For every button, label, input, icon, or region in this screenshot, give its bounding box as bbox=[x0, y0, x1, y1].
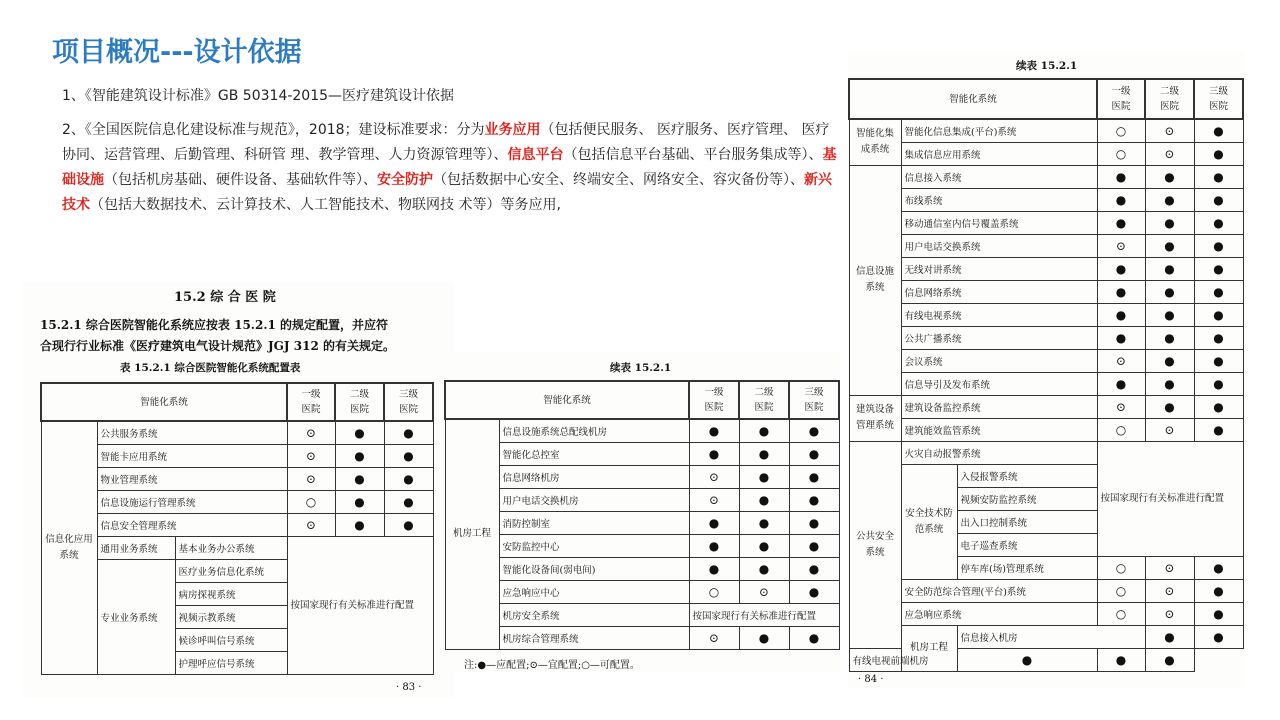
table-row bbox=[445, 488, 839, 511]
system-name: 电子巡查系统 bbox=[957, 533, 1097, 556]
config-mark: ⊙ bbox=[1145, 556, 1194, 579]
config-mark: ● bbox=[1194, 303, 1243, 326]
system-name: 智能化设备间(弱电间) bbox=[499, 557, 689, 580]
config-mark: ⊙ bbox=[739, 580, 789, 603]
table-caption: 续表 15.2.1 bbox=[1016, 60, 1078, 72]
config-mark: ● bbox=[1194, 211, 1243, 234]
config-table-a bbox=[40, 382, 434, 675]
config-mark: ● bbox=[789, 626, 839, 649]
table-caption: 续表 15.2.1 bbox=[610, 362, 672, 374]
system-name: 消防控制室 bbox=[499, 511, 689, 534]
merged-config-note: 按国家现行有关标准进行配置 bbox=[287, 536, 433, 674]
config-mark: ○ bbox=[1097, 142, 1145, 165]
table-row bbox=[41, 490, 433, 513]
config-mark: ● bbox=[739, 488, 789, 511]
subgroup-label: 通用业务系统 bbox=[97, 536, 175, 559]
highlight-term: 信息平台 bbox=[507, 147, 564, 163]
system-name: 应急响应系统 bbox=[901, 602, 1097, 625]
subgroup-label: 专业业务系统 bbox=[97, 559, 175, 674]
highlight-term: 新兴技术 bbox=[62, 172, 832, 213]
level-header: 三级 医院 bbox=[789, 381, 839, 419]
config-mark: ● bbox=[1194, 188, 1243, 211]
config-mark: ● bbox=[789, 419, 839, 442]
config-mark: ⊙ bbox=[1097, 349, 1145, 372]
config-mark: ● bbox=[1194, 349, 1243, 372]
system-name: 智能化信息集成(平台)系统 bbox=[901, 119, 1097, 142]
config-mark: ● bbox=[689, 419, 739, 442]
config-mark: ● bbox=[789, 511, 839, 534]
config-mark: ● bbox=[335, 490, 384, 513]
config-mark: ⊙ bbox=[1097, 395, 1145, 418]
config-mark: ⊙ bbox=[689, 626, 739, 649]
table-row bbox=[849, 395, 1243, 418]
table-row bbox=[849, 119, 1243, 142]
system-name: 有线电视系统 bbox=[901, 303, 1097, 326]
config-mark: ● bbox=[789, 534, 839, 557]
scan-table-continued-b bbox=[444, 352, 840, 672]
config-mark: ● bbox=[789, 442, 839, 465]
table-row bbox=[445, 419, 839, 442]
table-row bbox=[445, 534, 839, 557]
table-row bbox=[849, 579, 1243, 602]
config-mark: ● bbox=[1194, 556, 1243, 579]
config-mark: ⊙ bbox=[1097, 234, 1145, 257]
config-mark: ● bbox=[335, 467, 384, 490]
config-mark: ● bbox=[1194, 142, 1243, 165]
table-row bbox=[41, 444, 433, 467]
clause-text-line-1: 15.2.1 综合医院智能化系统应按表 15.2.1 的规定配置，并应符 bbox=[40, 318, 389, 332]
config-mark: ● bbox=[789, 488, 839, 511]
config-mark: ● bbox=[1097, 165, 1145, 188]
level-header: 二级 医院 bbox=[1145, 79, 1194, 119]
config-mark: ● bbox=[384, 513, 433, 536]
config-mark: ○ bbox=[1097, 579, 1145, 602]
table-row bbox=[445, 557, 839, 580]
system-name: 信息接入机房 bbox=[957, 625, 1145, 648]
config-mark: ● bbox=[1097, 648, 1145, 671]
system-name: 会议系统 bbox=[901, 349, 1097, 372]
config-mark: ● bbox=[689, 511, 739, 534]
table-row bbox=[849, 602, 1243, 625]
table-row bbox=[849, 142, 1243, 165]
config-mark: ● bbox=[384, 444, 433, 467]
system-name: 基本业务办公系统 bbox=[175, 536, 287, 559]
system-name: 应急响应中心 bbox=[499, 580, 689, 603]
table-row bbox=[849, 441, 1243, 464]
paragraph-text: （包括大数据技术、云计算技术、人工智能技术、物联网技 术等）等务应用, bbox=[90, 197, 561, 213]
table-row bbox=[445, 511, 839, 534]
config-mark: ● bbox=[739, 419, 789, 442]
system-name: 信息导引及发布系统 bbox=[901, 372, 1097, 395]
config-mark: ● bbox=[1194, 280, 1243, 303]
system-name: 信息网络系统 bbox=[901, 280, 1097, 303]
config-mark: ● bbox=[384, 421, 433, 444]
basis-item-1: 1、《智能建筑设计标准》GB 50314-2015—医疗建筑设计依据 bbox=[62, 88, 455, 104]
config-mark: ● bbox=[1097, 326, 1145, 349]
config-mark: ⊙ bbox=[1145, 142, 1194, 165]
config-mark: ● bbox=[1145, 625, 1194, 648]
config-mark: ● bbox=[384, 490, 433, 513]
highlight-term: 业务应用 bbox=[484, 122, 541, 138]
system-name: 护理呼应信号系统 bbox=[175, 651, 287, 674]
config-mark: ⊙ bbox=[1145, 418, 1194, 441]
merged-config-note: 按国家现行有关标准进行配置 bbox=[1097, 441, 1243, 556]
config-mark: ⊙ bbox=[287, 467, 335, 490]
table-row bbox=[849, 349, 1243, 372]
table-row bbox=[41, 467, 433, 490]
config-mark: ● bbox=[1194, 625, 1243, 648]
config-mark: ● bbox=[335, 421, 384, 444]
system-name: 安全防范综合管理(平台)系统 bbox=[901, 579, 1097, 602]
level-header: 一级 医院 bbox=[287, 383, 335, 421]
config-mark: ● bbox=[689, 534, 739, 557]
table-row bbox=[41, 513, 433, 536]
system-name: 用户电话交换系统 bbox=[901, 234, 1097, 257]
clause-text-line-2: 合现行行业标准《医疗建筑电气设计规范》JGJ 312 的有关规定。 bbox=[40, 339, 396, 353]
table-row bbox=[849, 234, 1243, 257]
config-mark: ● bbox=[739, 557, 789, 580]
group-label: 建筑设备管理系统 bbox=[849, 395, 901, 441]
legend-note: 注:●—应配置;⊙—宜配置;○—可配置。 bbox=[464, 660, 640, 671]
config-mark: ● bbox=[739, 442, 789, 465]
config-mark: ⊙ bbox=[1145, 602, 1194, 625]
group-label: 机房工程 bbox=[445, 419, 499, 649]
system-name: 智能卡应用系统 bbox=[97, 444, 287, 467]
table-row bbox=[849, 280, 1243, 303]
config-mark: ○ bbox=[1097, 556, 1145, 579]
table-row bbox=[849, 188, 1243, 211]
table-c-body bbox=[849, 119, 1243, 671]
table-header: 智能化系统 bbox=[41, 383, 287, 421]
table-caption: 表 15.2.1 综合医院智能化系统配置表 bbox=[120, 362, 301, 374]
system-name: 公共服务系统 bbox=[97, 421, 287, 444]
config-mark: ● bbox=[789, 465, 839, 488]
system-name: 集成信息应用系统 bbox=[901, 142, 1097, 165]
config-mark: ● bbox=[1145, 188, 1194, 211]
table-a-body bbox=[41, 421, 433, 674]
system-name: 移动通信室内信号覆盖系统 bbox=[901, 211, 1097, 234]
config-mark: ⊙ bbox=[1145, 579, 1194, 602]
config-mark: ● bbox=[1097, 257, 1145, 280]
basis-item-2 bbox=[62, 118, 837, 218]
table-row bbox=[849, 372, 1243, 395]
system-name: 机房安全系统 bbox=[499, 603, 689, 626]
config-mark: ● bbox=[1145, 280, 1194, 303]
table-row bbox=[849, 257, 1243, 280]
table-row bbox=[849, 648, 1243, 671]
config-mark: ● bbox=[1194, 257, 1243, 280]
config-mark: ○ bbox=[1097, 418, 1145, 441]
level-header: 三级 医院 bbox=[384, 383, 433, 421]
table-row bbox=[445, 442, 839, 465]
table-row bbox=[445, 465, 839, 488]
config-table-c bbox=[848, 78, 1244, 672]
config-mark: ● bbox=[739, 465, 789, 488]
system-name: 视频安防监控系统 bbox=[957, 487, 1097, 510]
config-mark: ● bbox=[1097, 188, 1145, 211]
system-name: 安防监控中心 bbox=[499, 534, 689, 557]
system-name: 建筑能效监管系统 bbox=[901, 418, 1097, 441]
config-mark: ● bbox=[789, 557, 839, 580]
config-mark: ● bbox=[1194, 234, 1243, 257]
config-mark: ● bbox=[1145, 234, 1194, 257]
table-row bbox=[849, 418, 1243, 441]
system-name: 信息设施系统总配线机房 bbox=[499, 419, 689, 442]
system-name: 出入口控制系统 bbox=[957, 510, 1097, 533]
group-label: 信息化应用系统 bbox=[41, 421, 97, 674]
config-mark: ● bbox=[1145, 372, 1194, 395]
system-name: 病房探视系统 bbox=[175, 582, 287, 605]
config-mark: ● bbox=[1194, 372, 1243, 395]
scan-table-page-84 bbox=[848, 52, 1244, 688]
level-header: 一级 医院 bbox=[1097, 79, 1145, 119]
paragraph-text: （包括便民服务、 医疗服务、医疗管理、 医疗协同、运营管理、后勤管理、科研管 理、教学管理、人力资源管理等）、 bbox=[62, 122, 830, 163]
system-name: 入侵报警系统 bbox=[957, 464, 1097, 487]
config-mark: ● bbox=[335, 444, 384, 467]
config-mark: ● bbox=[1194, 119, 1243, 142]
paragraph-text: （包括数据中心安全、终端安全、网络安全、容灾备份等）、 bbox=[433, 172, 804, 188]
system-name: 建筑设备监控系统 bbox=[901, 395, 1097, 418]
table-header: 智能化系统 bbox=[445, 381, 689, 419]
highlight-term: 基础设施 bbox=[62, 147, 837, 188]
table-row bbox=[445, 603, 839, 626]
config-mark: ● bbox=[957, 648, 1097, 671]
config-mark: ● bbox=[1097, 280, 1145, 303]
system-name: 信息设施运行管理系统 bbox=[97, 490, 287, 513]
paragraph-text: 2、《全国医院信息化建设标准与规范》，2018；建设标准要求：分为 bbox=[62, 122, 485, 138]
config-mark: ● bbox=[335, 513, 384, 536]
config-mark: ● bbox=[1145, 326, 1194, 349]
config-mark: ● bbox=[1145, 211, 1194, 234]
config-mark: ⊙ bbox=[1145, 119, 1194, 142]
table-row bbox=[41, 421, 433, 444]
system-name: 物业管理系统 bbox=[97, 467, 287, 490]
highlight-term: 安全防护 bbox=[377, 172, 433, 188]
config-mark: ⊙ bbox=[287, 513, 335, 536]
system-name: 无线对讲系统 bbox=[901, 257, 1097, 280]
config-mark: ○ bbox=[1097, 119, 1145, 142]
paragraph-text: （包括机房基础、硬件设备、基础软件等）、 bbox=[104, 172, 377, 188]
config-mark: ● bbox=[1194, 326, 1243, 349]
system-name: 有线电视前端机房 bbox=[849, 648, 957, 671]
table-header: 智能化系统 bbox=[849, 79, 1097, 119]
config-mark: ● bbox=[689, 442, 739, 465]
config-mark: ● bbox=[1145, 395, 1194, 418]
subgroup-label: 安全技术防范系统 bbox=[901, 464, 957, 579]
table-row bbox=[849, 326, 1243, 349]
config-mark: ● bbox=[1194, 418, 1243, 441]
scan-table-page-83 bbox=[22, 282, 454, 698]
config-mark: ○ bbox=[689, 580, 739, 603]
config-mark: ● bbox=[1097, 372, 1145, 395]
config-mark: ● bbox=[1194, 602, 1243, 625]
config-mark: ○ bbox=[1097, 602, 1145, 625]
config-mark: ⊙ bbox=[287, 421, 335, 444]
system-name: 机房综合管理系统 bbox=[499, 626, 689, 649]
table-row bbox=[849, 625, 1243, 648]
system-name: 停车库(场)管理系统 bbox=[957, 556, 1097, 579]
config-mark: ⊙ bbox=[287, 444, 335, 467]
config-table-b bbox=[444, 380, 840, 650]
config-mark: ● bbox=[739, 626, 789, 649]
paragraph-text: （包括信息平台基础、平台服务集成等）、 bbox=[563, 147, 823, 163]
system-name: 信息安全管理系统 bbox=[97, 513, 287, 536]
table-row bbox=[445, 626, 839, 649]
config-mark: ● bbox=[1145, 257, 1194, 280]
page-number: · 83 · bbox=[396, 682, 422, 693]
system-name: 火灾自动报警系统 bbox=[901, 441, 1097, 464]
system-name: 公共广播系统 bbox=[901, 326, 1097, 349]
system-name: 用户电话交换机房 bbox=[499, 488, 689, 511]
table-row bbox=[849, 303, 1243, 326]
config-mark: ● bbox=[689, 557, 739, 580]
config-mark: ● bbox=[789, 580, 839, 603]
config-mark: ● bbox=[1145, 165, 1194, 188]
config-mark: ● bbox=[1145, 303, 1194, 326]
config-mark: ● bbox=[1145, 648, 1194, 671]
system-name: 候诊呼叫信号系统 bbox=[175, 628, 287, 651]
table-row bbox=[445, 580, 839, 603]
config-mark: ● bbox=[739, 511, 789, 534]
config-mark: ● bbox=[1194, 165, 1243, 188]
table-row bbox=[41, 536, 433, 559]
system-name: 视频示教系统 bbox=[175, 605, 287, 628]
system-name: 智能化总控室 bbox=[499, 442, 689, 465]
config-mark: ● bbox=[739, 534, 789, 557]
system-name: 信息接入系统 bbox=[901, 165, 1097, 188]
config-mark: ● bbox=[1097, 303, 1145, 326]
level-header: 二级 医院 bbox=[739, 381, 789, 419]
config-mark: ⊙ bbox=[689, 465, 739, 488]
group-label: 公共安全系统 bbox=[849, 441, 901, 648]
page-title: 项目概况---设计依据 bbox=[52, 37, 302, 68]
system-name: 医疗业务信息化系统 bbox=[175, 559, 287, 582]
table-row bbox=[849, 211, 1243, 234]
config-mark: ● bbox=[1097, 211, 1145, 234]
config-mark: ● bbox=[1145, 349, 1194, 372]
system-name: 布线系统 bbox=[901, 188, 1097, 211]
table-b-body bbox=[445, 419, 839, 649]
config-mark: ○ bbox=[287, 490, 335, 513]
table-row bbox=[849, 165, 1243, 188]
page-number: · 84 · bbox=[858, 674, 884, 685]
config-mark: ● bbox=[1194, 395, 1243, 418]
level-header: 二级 医院 bbox=[335, 383, 384, 421]
config-mark: ● bbox=[1194, 579, 1243, 602]
system-name: 信息网络机房 bbox=[499, 465, 689, 488]
config-mark: ⊙ bbox=[689, 488, 739, 511]
section-heading: 15.2 综 合 医 院 bbox=[174, 290, 276, 305]
merged-config-note: 按国家现行有关标准进行配置 bbox=[689, 603, 839, 626]
level-header: 一级 医院 bbox=[689, 381, 739, 419]
config-mark: ● bbox=[384, 467, 433, 490]
group-label: 机房工程 bbox=[901, 625, 957, 671]
group-label: 信息设施系统 bbox=[849, 165, 901, 395]
group-label: 智能化集成系统 bbox=[849, 119, 901, 165]
level-header: 三级 医院 bbox=[1194, 79, 1243, 119]
